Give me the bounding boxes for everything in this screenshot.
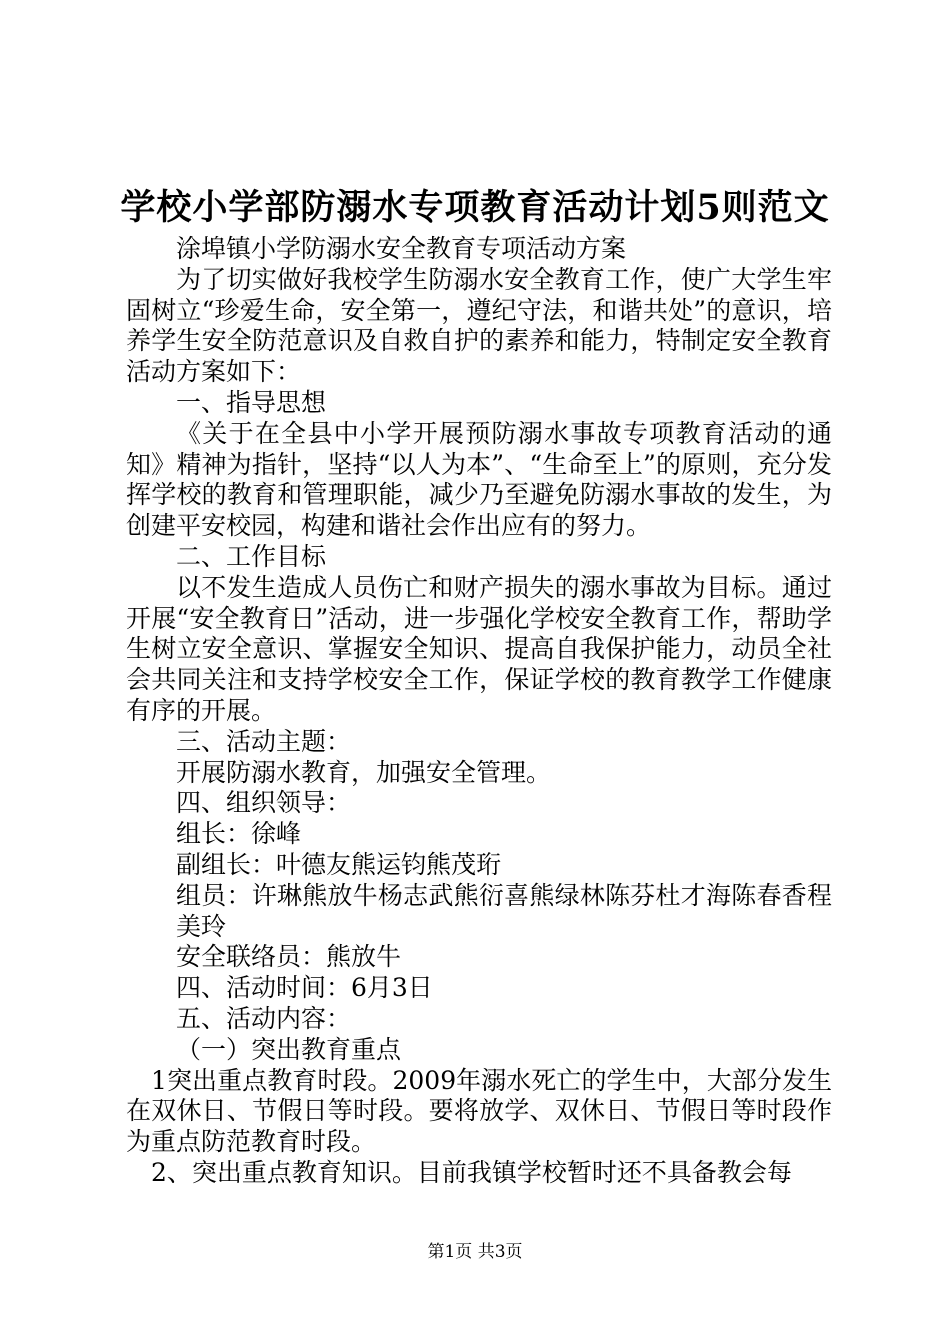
document-body [126, 234, 832, 1189]
paragraph-guiding-ideology: 《关于在全县中小学开展预防溺水事故专项教育活动的通知》精神为指针，坚持“以人为本”、“生命至上”的原则，充分发挥学校的教育和管理职能，减少乃至避免防溺水事故的发生，为创建平安校园，构建和谐社会作出应有的努力。 [126, 418, 832, 541]
section-heading-work-goals: 二、工作目标 [176, 541, 327, 571]
paragraph-safety-contact: 安全联络员：熊放牛 [176, 942, 402, 972]
paragraph-focus-periods: 1突出重点教育时段。2009年溺水死亡的学生中，大部分发生在双休日、节假日等时段。要将放学、双休日、节假日等时段作为重点防范教育时段。 [126, 1065, 832, 1157]
section-heading-activity-time: 四、活动时间：6月3日 [176, 973, 433, 1003]
section-heading-theme: 三、活动主题： [176, 726, 352, 756]
paragraph-deputy-leaders: 副组长：叶德友熊运钧熊茂珩 [176, 849, 502, 879]
paragraph-leader: 组长：徐峰 [176, 819, 302, 849]
paragraph-theme: 开展防溺水教育，加强安全管理。 [176, 757, 552, 787]
subsection-heading-focus: （一）突出教育重点 [176, 1034, 402, 1064]
paragraph-plan-heading: 涂埠镇小学防溺水安全教育专项活动方案 [176, 234, 627, 263]
paragraph-intro: 为了切实做好我校学生防溺水安全教育工作，使广大学生牢固树立“珍爱生命，安全第一，遵纪守法，和谐共处”的意识，培养学生安全防范意识及自救自护的素养和能力，特制定安全教育活动方案如下： [126, 264, 832, 387]
section-heading-activity-content: 五、活动内容： [176, 1003, 352, 1033]
paragraph-members: 组员：许琳熊放牛杨志武熊衍喜熊绿林陈芬杜才海陈春香程美玲 [176, 880, 832, 941]
section-heading-leadership: 四、组织领导： [176, 788, 352, 818]
page-footer: 第1页 共3页 [427, 1242, 523, 1262]
section-heading-guiding-ideology: 一、指导思想 [176, 387, 327, 417]
document-title: 学校小学部防溺水专项教育活动计划5则范文 [120, 187, 830, 228]
paragraph-work-goals: 以不发生造成人员伤亡和财产损失的溺水事故为目标。通过开展“安全教育日”活动，进一步强化学校安全教育工作，帮助学生树立安全意识、掌握安全知识、提高自我保护能力，动员全社会共同关注和支持学校安全工作，保证学校的教育教学工作健康有序的开展。 [126, 572, 832, 725]
paragraph-focus-knowledge: 2、突出重点教育知识。目前我镇学校暂时还不具备教会每 [151, 1157, 792, 1187]
